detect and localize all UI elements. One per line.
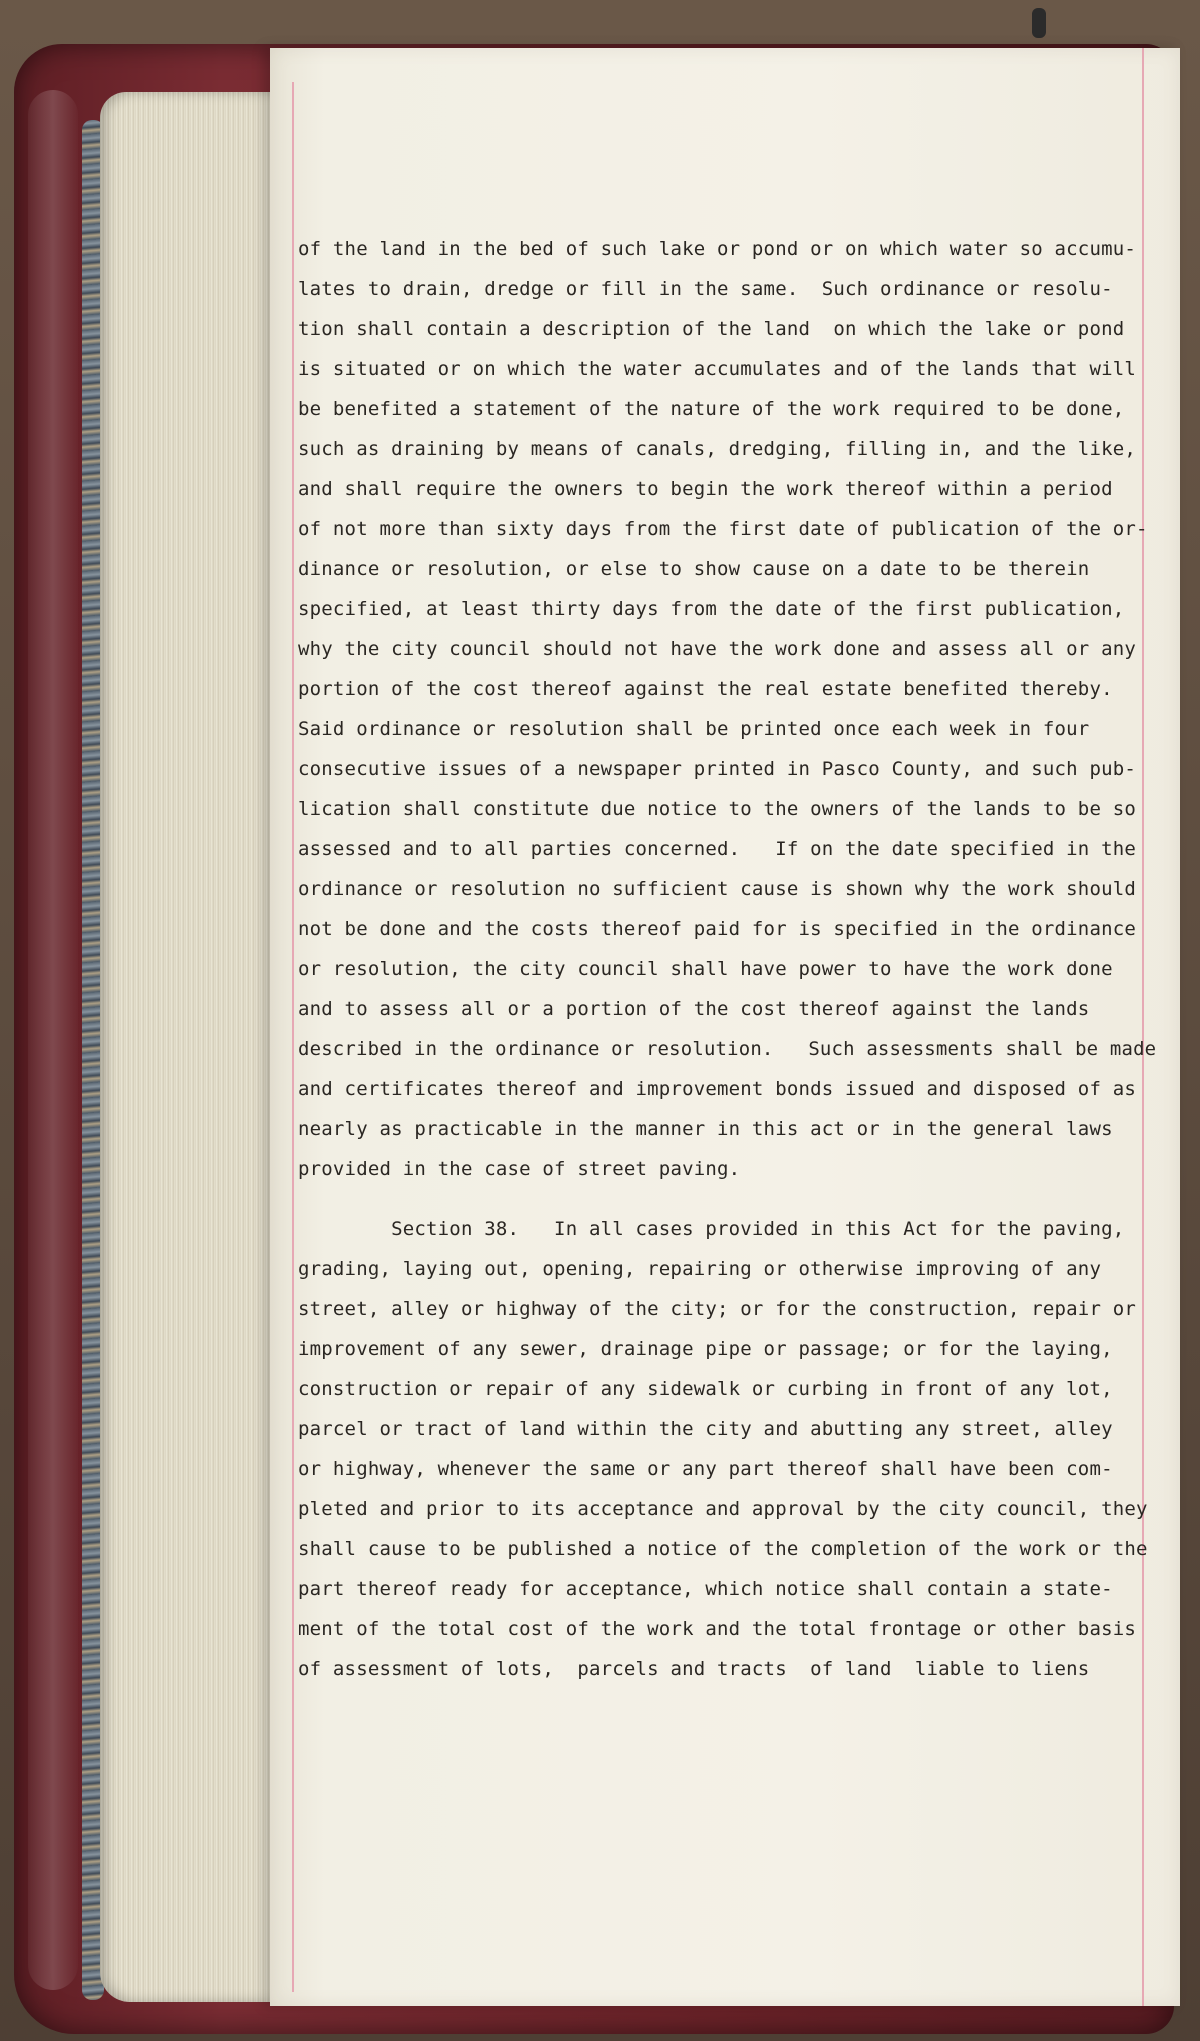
text-line: lication shall constitute due notice to the owners of the lands to be so [298,798,1137,820]
left-margin-rule [292,82,294,1992]
text-line: and to assess all or a portion of the cost thereof against the lands [298,998,1090,1020]
text-line: street, alley or highway of the city; or for the construction, repair or [298,1298,1137,1320]
text-line: of not more than sixty days from the first date of publication of the or- [298,518,1148,540]
text-line: improvement of any sewer, drainage pipe or passage; or for the laying, [298,1338,1113,1360]
text-line: is situated or on which the water accumulates and of the lands that will [298,358,1137,380]
cover-highlight [28,90,78,1990]
text-line: described in the ordinance or resolution. Such assessments shall be made [298,1038,1157,1060]
text-line: and certificates thereof and improvement bonds issued and disposed of as [298,1078,1137,1100]
text-line: Said ordinance or resolution shall be printed once each week in four [298,718,1090,740]
text-line: shall cause to be published a notice of the completion of the work or the [298,1538,1148,1560]
text-line: dinance or resolution, or else to show cause on a date to be therein [298,558,1090,580]
text-line: nearly as practicable in the manner in this act or in the general laws [298,1118,1113,1140]
text-line: tion shall contain a description of the land on which the lake or pond [298,318,1125,340]
text-line: construction or repair of any sidewalk or curbing in front of any lot, [298,1378,1113,1400]
section-heading-line: Section 38. In all cases provided in this Act for the paving, [298,1218,1125,1240]
text-line: and shall require the owners to begin the work thereof within a period [298,478,1113,500]
text-line: such as draining by means of canals, dredging, filling in, and the like, [298,438,1137,460]
text-line: of the land in the bed of such lake or pond or on which water so accumu- [298,238,1137,260]
ledger-page [270,48,1180,2006]
text-line: or resolution, the city council shall have power to have the work done [298,958,1113,980]
text-line: of assessment of lots, parcels and tracts of land liable to liens [298,1658,1090,1680]
right-margin-rule [1142,48,1144,2006]
text-line: assessed and to all parties concerned. If on the date specified in the [298,838,1137,860]
text-line: provided in the case of street paving. [298,1158,741,1180]
text-line: why the city council should not have the work done and assess all or any [298,638,1137,660]
text-line: part thereof ready for acceptance, which notice shall contain a state- [298,1578,1113,1600]
text-line: or highway, whenever the same or any part thereof shall have been com- [298,1458,1113,1480]
text-line: ordinance or resolution no sufficient cause is shown why the work should [298,878,1137,900]
text-line: parcel or tract of land within the city and abutting any street, alley [298,1418,1113,1440]
book-clasp [1032,8,1046,38]
text-line: specified, at least thirty days from the date of the first publication, [298,598,1125,620]
page-stack-edge [100,92,290,2002]
text-line: grading, laying out, opening, repairing or otherwise improving of any [298,1258,1102,1280]
text-line: ment of the total cost of the work and the total frontage or other basis [298,1618,1137,1640]
text-line: not be done and the costs thereof paid for is specified in the ordinance [298,918,1137,940]
text-line: pleted and prior to its acceptance and approval by the city council, they [298,1498,1148,1520]
text-line: lates to drain, dredge or fill in the same. Such ordinance or resolu- [298,278,1113,300]
text-line: be benefited a statement of the nature of the work required to be done, [298,398,1125,420]
text-line: consecutive issues of a newspaper printed in Pasco County, and such pub- [298,758,1137,780]
text-line: portion of the cost thereof against the real estate benefited thereby. [298,678,1113,700]
